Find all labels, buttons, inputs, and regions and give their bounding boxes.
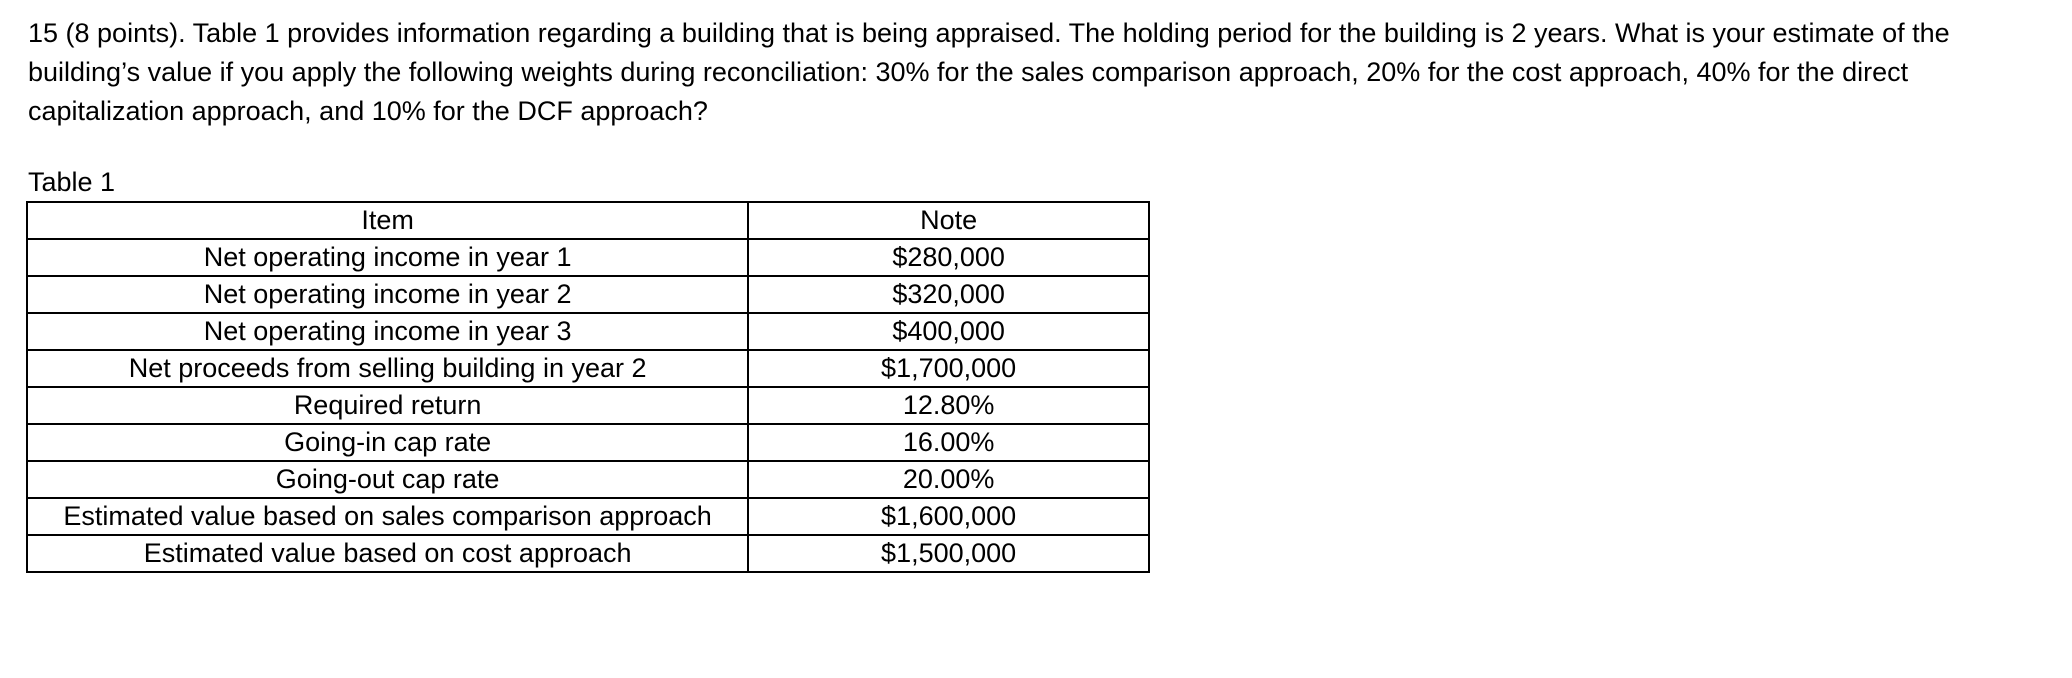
header-item: Item <box>27 202 748 239</box>
table-row <box>27 313 1149 350</box>
row-note-cell: $400,000 <box>748 313 1149 350</box>
row-item-cell: Going-out cap rate <box>27 461 748 498</box>
table-caption: Table 1 <box>28 167 116 197</box>
row-item-cell: Net operating income in year 2 <box>27 276 748 313</box>
row-item-cell: Required return <box>27 387 748 424</box>
row-note-cell: 20.00% <box>748 461 1149 498</box>
info-table <box>26 201 1150 573</box>
table-row <box>27 350 1149 387</box>
row-item-cell: Net operating income in year 3 <box>27 313 748 350</box>
table-row <box>27 424 1149 461</box>
row-item-cell: Net proceeds from selling building in year 2 <box>27 350 748 387</box>
row-note-cell: $1,600,000 <box>748 498 1149 535</box>
question-text: 15 (8 points). Table 1 provides information regarding a building that is being appraised. The holding period for the building is 2 years. What is your estimate of the building’s value if you apply the following weights during reconciliation: 30% for the sales comparison approach, 20% for the cost approach, 40% for the direct capitalization approach, and 10% for the DCF approach? <box>28 18 1950 126</box>
row-note-cell: 16.00% <box>748 424 1149 461</box>
table-row <box>27 387 1149 424</box>
table-header-row <box>27 202 1149 239</box>
row-item-cell: Estimated value based on sales comparison approach <box>27 498 748 535</box>
header-note: Note <box>748 202 1149 239</box>
table-row <box>27 498 1149 535</box>
row-item-cell: Going-in cap rate <box>27 424 748 461</box>
row-note-cell: $1,500,000 <box>748 535 1149 572</box>
table-row <box>27 535 1149 572</box>
row-note-cell: $320,000 <box>748 276 1149 313</box>
row-item-cell: Net operating income in year 1 <box>27 239 748 276</box>
table-row <box>27 276 1149 313</box>
row-note-cell: 12.80% <box>748 387 1149 424</box>
table-row <box>27 239 1149 276</box>
row-note-cell: $1,700,000 <box>748 350 1149 387</box>
row-item-cell: Estimated value based on cost approach <box>27 535 748 572</box>
row-note-cell: $280,000 <box>748 239 1149 276</box>
table-row <box>27 461 1149 498</box>
